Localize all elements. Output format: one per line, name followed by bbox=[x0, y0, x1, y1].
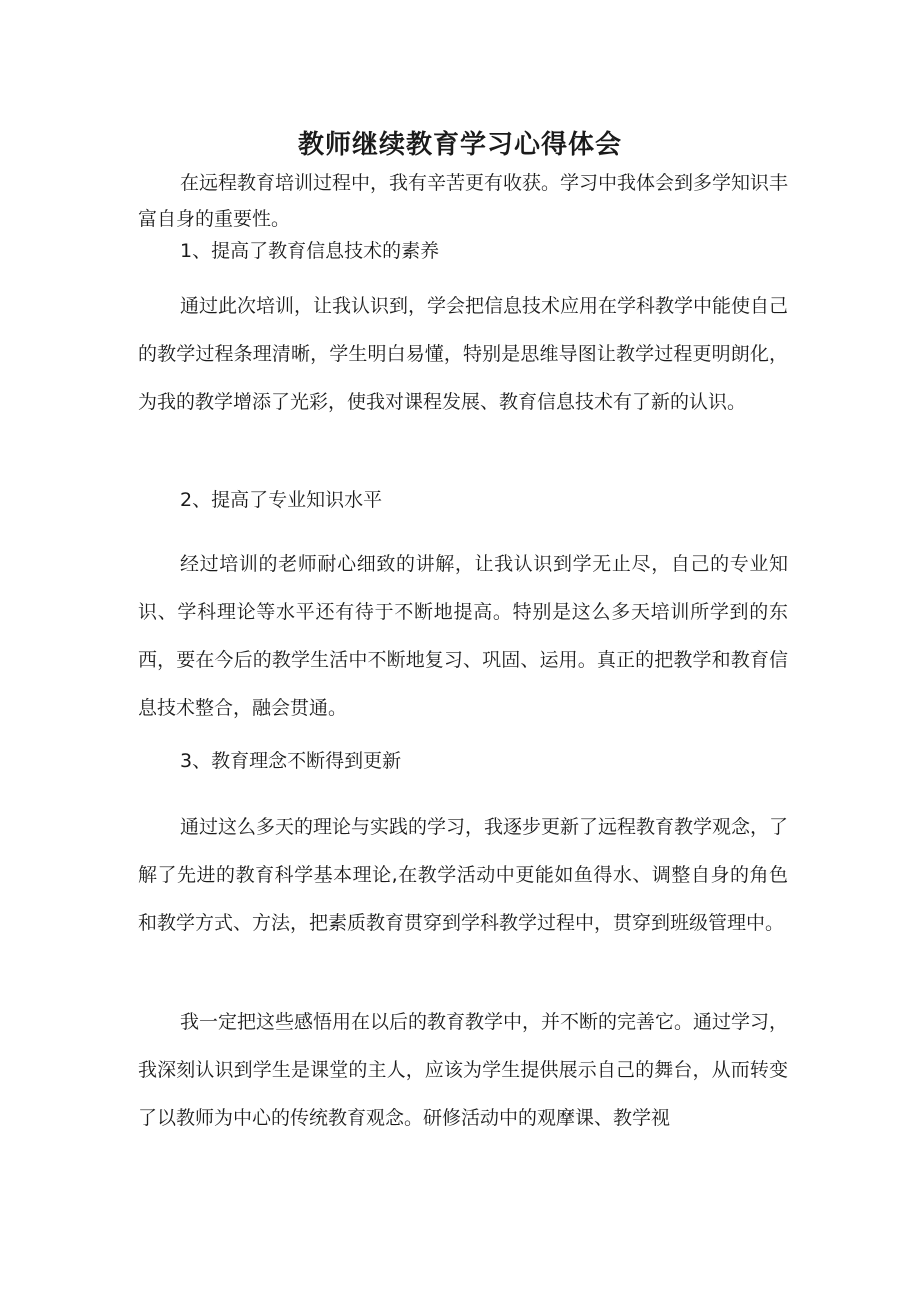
section-1-heading: 1、提高了教育信息技术的素养 bbox=[180, 240, 440, 262]
intro-paragraph: 在远程教育培训过程中，我有辛苦更有收获。学习中我体会到多学知识丰富自身的重要性。 bbox=[138, 172, 789, 230]
section-1-body: 通过此次培训，让我认识到，学会把信息技术应用在学科教学中能使自己的教学过程条理清晰，学生明白易懂，特别是思维导图让教学过程更明朗化，为我的教学增添了光彩，使我对课程发展、教育信息技术有了新的认识。 bbox=[138, 295, 789, 413]
section-2-heading: 2、提高了专业知识水平 bbox=[180, 489, 383, 511]
closing-paragraph: 我一定把这些感悟用在以后的教育教学中，并不断的完善它。通过学习，我深刻认识到学生是课堂的主人，应该为学生提供展示自己的舞台，从而转变了以教师为中心的传统教育观念。研修活动中的观摩课、教学视 bbox=[138, 1011, 789, 1129]
section-2-body: 经过培训的老师耐心细致的讲解，让我认识到学无止尽，自己的专业知识、学科理论等水平还有待于不断地提高。特别是这么多天培训所学到的东西，要在今后的教学生活中不断地复习、巩固、运用。真正的把教学和教育信息技术整合，融会贯通。 bbox=[138, 553, 788, 719]
section-3-body: 通过这么多天的理论与实践的学习，我逐步更新了远程教育教学观念，了解了先进的教育科学基本理论,在教学活动中更能如鱼得水、调整自身的角色和教学方式、方法，把素质教育贯穿到学科教学过程中，贯穿到班级管理中。 bbox=[138, 816, 789, 934]
document-title: 教师继续教育学习心得体会 bbox=[297, 130, 622, 161]
section-3-heading: 3、教育理念不断得到更新 bbox=[180, 750, 402, 772]
